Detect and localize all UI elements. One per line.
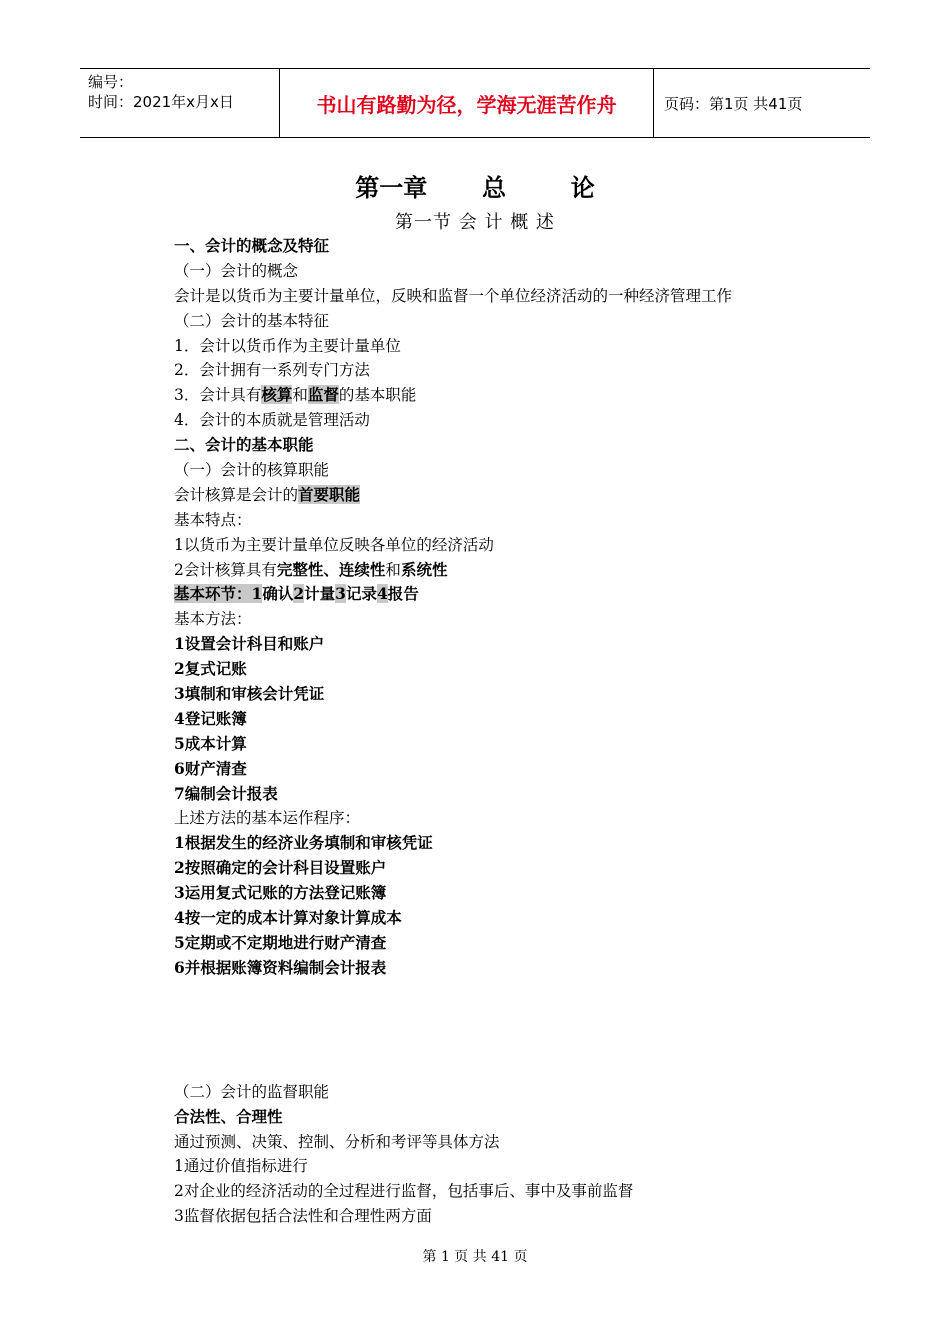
highlighted-term: 首要职能 [298,484,361,504]
list-item: 2．会计拥有一系列专门方法 [174,361,370,380]
list-item: 5成本计算 [174,733,247,753]
list-item: 2按照确定的会计科目设置账户 [174,858,387,878]
text: 的基本职能 [338,386,417,405]
list-item: 1以货币为主要计量单位反映各单位的经济活动 [174,535,494,554]
bold-term: 确认 [262,584,294,604]
paragraph: 基本方法： [174,610,252,629]
page-header [80,68,870,138]
list-item: 3填制和审核会计凭证 [174,684,325,704]
list-item: 1根据发生的经济业务填制和审核凭证 [174,833,433,853]
list-item: 2复式记账 [174,659,247,679]
highlighted-term: 4 [376,584,388,604]
highlighted-line [174,582,864,607]
text: 3．会计具有 [174,386,262,405]
bold-term: 完整性 [276,559,324,579]
spacer [174,981,864,1080]
page-footer: 第 1 页 共 41 页 [422,1249,528,1265]
text: 2会计核算具有 [174,560,277,579]
header-motto: 书山有路勤为径，学海无涯苦作舟 [280,69,654,137]
list-item: 7编制会计报表 [174,783,278,803]
paragraph: 上述方法的基本运作程序： [174,809,361,828]
bold-term: 计量 [304,584,336,604]
list-item: 6财产清查 [174,758,247,778]
list-item: 1设置会计科目和账户 [174,634,325,654]
bold-term: 记录 [345,584,377,604]
document-body [174,234,864,1229]
paragraph: 会计是以货币为主要计量单位，反映和监督一个单位经济活动的一种经济管理工作 [174,286,733,305]
list-item: 6并根据账簿资料编制会计报表 [174,957,387,977]
list-item: 4按一定的成本计算对象计算成本 [174,908,402,928]
highlighted-term: 3 [335,584,346,604]
text: 和 [292,386,308,405]
header-meta [80,69,280,137]
text: 、 [323,559,339,579]
list-item: 4．会计的本质就是管理活动 [174,411,370,430]
header-page-info: 页码：第1页 共41页 [664,94,803,113]
list-item: 1．会计以货币作为主要计量单位 [174,336,401,355]
text: 会计核算是会计的 [174,485,299,504]
list-item: 3监督依据包括合法性和合理性两方面 [174,1207,432,1226]
subheading: （二）会计的基本特征 [174,311,330,330]
chapter-word-1: 总 [482,174,506,202]
bold-term: 系统性 [400,559,448,579]
highlighted-term: 监督 [307,385,339,405]
heading: 二、会计的基本职能 [174,435,314,455]
list-item: 5定期或不定期地进行财产清查 [174,932,387,952]
chapter-title [0,168,950,203]
list-item: 1通过价值指标进行 [174,1157,308,1176]
bold-term: 报告 [387,584,419,604]
heading: 一、会计的概念及特征 [174,236,330,255]
paragraph [174,483,864,508]
subheading: （二）会计的监督职能 [174,1082,330,1101]
highlighted-term: 核算 [261,385,293,405]
paragraph: 通过预测、决策、控制、分析和考评等具体方法 [174,1132,500,1151]
highlighted-term: 1 [251,584,263,604]
bold-term: 连续性 [338,559,386,579]
subheading: （一）会计的核算职能 [174,461,330,480]
list-item: 2对企业的经济活动的全过程进行监督，包括事后、事中及事前监督 [174,1182,634,1201]
list-item [174,383,864,408]
subheading: （一）会计的概念 [174,261,299,280]
paragraph: 基本特点： [174,510,252,529]
text: 和 [385,560,401,579]
paragraph: 合法性、合理性 [174,1106,283,1126]
chapter-word-2: 论 [570,174,595,202]
list-item [174,558,864,583]
highlighted-term: 2 [293,584,305,604]
section-title: 第一节 会 计 概 述 [395,212,555,233]
list-item: 3运用复式记账的方法登记账簿 [174,883,387,903]
code-label: 编号： [88,73,134,91]
date-label: 时间：2021年x月x日 [88,93,234,111]
list-item: 4登记账簿 [174,708,247,728]
chapter-number: 第一章 [355,174,428,202]
highlighted-term: 基本环节： [174,584,252,604]
